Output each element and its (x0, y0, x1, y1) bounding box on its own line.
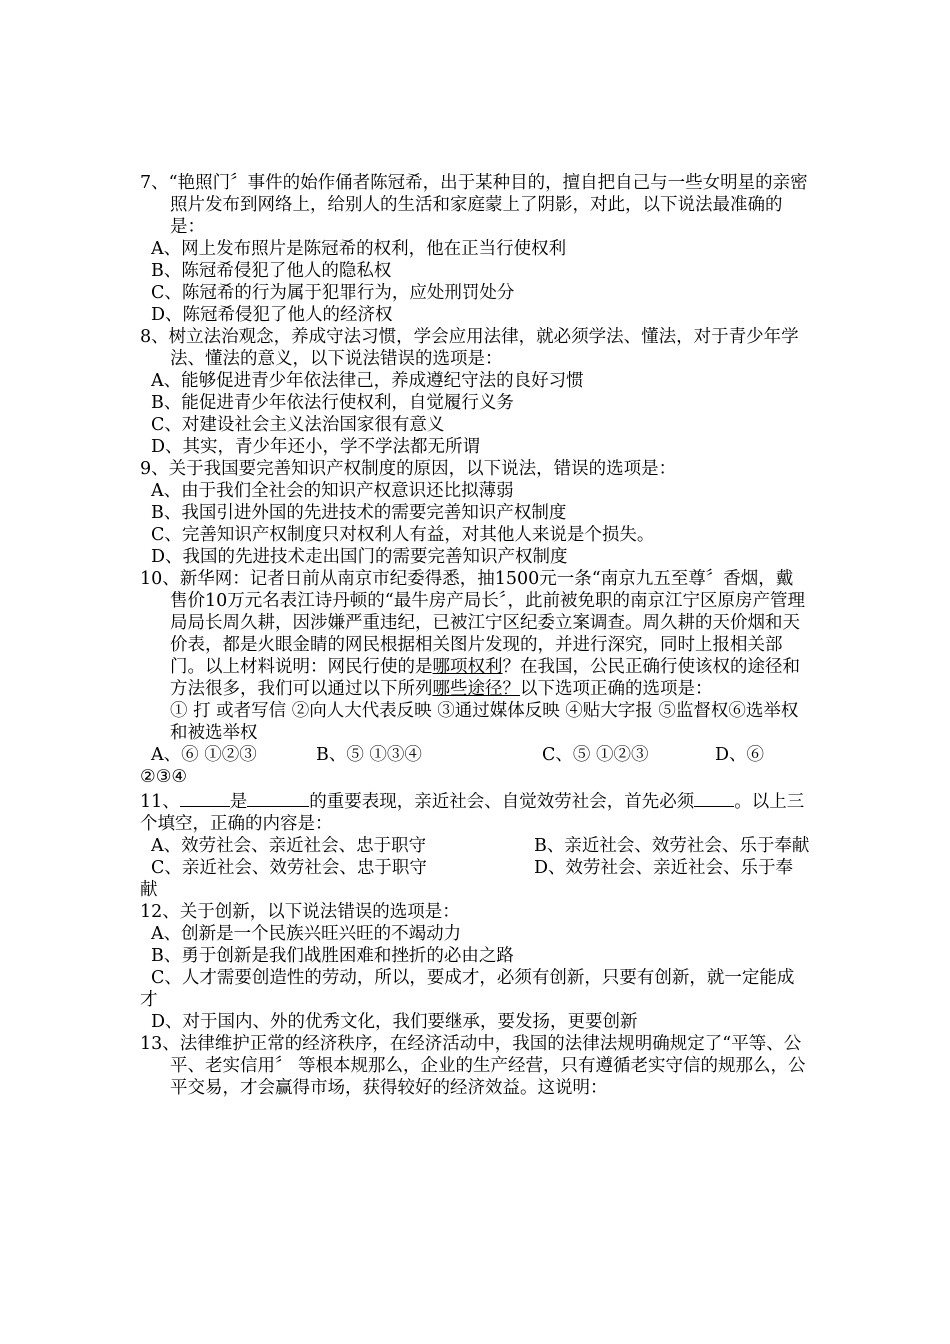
question-10-option-b: B、⑤ ①③④ (316, 745, 422, 765)
question-8-option-b: B、能促进青少年依法行使权利，自觉履行义务 (151, 393, 514, 413)
question-11-blank-2 (247, 789, 309, 807)
question-7-option-a: A、网上发布照片是陈冠希的权利，他在正当行使权利 (151, 239, 567, 259)
question-8-option-a: A、能够促进青少年依法律己，养成遵纪守法的良好习惯 (151, 371, 584, 391)
question-10-items: ① 打 或者写信 ②向人大代表反映 ③通过媒体反映 ④贴大字报 ⑤监督权⑥选举权和被选举权 (170, 701, 799, 743)
question-12-option-a: A、创新是一个民族兴旺兴旺的不竭动力 (151, 924, 462, 944)
question-8-stem: 8、树立法治观念，养成守法习惯，学会应用法律，就必须学法、懂法，对于青少年学法、懂法的意义，以下说法错误的选项是： (140, 327, 799, 369)
question-10-stem-part-c: 以下选项正确的选项是： (520, 679, 713, 699)
question-9-option-c: C、完善知识产权制度只对权利人有益，对其他人来说是个损失。 (151, 525, 655, 545)
question-10-underline-ways: 哪些途径？ (432, 679, 520, 699)
question-12-option-d: D、对于国内、外的优秀文化，我们要继承，要发扬，更要创新 (151, 1012, 638, 1032)
question-11-stem (140, 789, 810, 835)
question-7-stem: 7、“艳照门〞事件的始作俑者陈冠希，出于某种目的，擅自把自己与一些女明星的亲密照片发布到网络上，给别人的生活和家庭蒙上了阴影，对此，以下说法最准确的是： (140, 173, 808, 237)
question-11-stem-part-b: 是 (229, 792, 248, 812)
question-10-underline-rights: 哪项权利 (432, 657, 503, 677)
question-9-option-d: D、我国的先进技术走出国门的需要完善知识产权制度 (151, 547, 568, 567)
question-11-options-ab (140, 835, 810, 857)
question-11-stem-part-c: 的重要表现，亲近社会、自觉效劳社会，首先必须 (309, 792, 695, 812)
question-12-stem: 12、关于创新，以下说法错误的选项是： (140, 902, 460, 922)
question-7-option-c: C、陈冠希的行为属于犯罪行为，应处刑罚处分 (151, 283, 515, 303)
question-11-option-a: A、效劳社会、亲近社会、忠于职守 (151, 836, 427, 856)
question-10-option-a: A、⑥ ①②③ (151, 745, 257, 765)
question-10-options-row (140, 744, 810, 766)
question-12-option-c: C、人才需要创造性的劳动，所以，要成才，必须有创新，只要有创新，就一定能成才 (140, 968, 795, 1010)
question-8-option-d: D、其实，青少年还小，学不学法都无所谓 (151, 437, 481, 457)
question-10-option-c: C、⑤ ①②③ (542, 745, 649, 765)
question-11-option-b: B、亲近社会、效劳社会、乐于奉献 (534, 836, 810, 856)
question-10-stem-part-b: ？在我国，公民正确行使该权的途径和方法很多，我们可以通过以下所列 (170, 657, 800, 699)
question-10-option-d: D、⑥ (715, 745, 765, 765)
question-8-option-c: C、对建设社会主义法治国家很有意义 (151, 415, 445, 435)
question-7-option-b: B、陈冠希侵犯了他人的隐私权 (151, 261, 392, 281)
question-11-option-d: D、效劳社会、亲近社会、乐于奉献 (140, 858, 794, 900)
question-11-number: 11、 (140, 792, 180, 812)
question-11-option-c: C、亲近社会、效劳社会、忠于职守 (151, 858, 427, 878)
question-11-options-cd (140, 857, 810, 901)
question-11-blank-3 (694, 789, 734, 807)
question-10-stem (140, 568, 810, 700)
question-13-stem: 13、法律维护正常的经济秩序，在经济活动中，我国的法律法规明确规定了“平等、公平、老实信用〞 等根本规那么，企业的生产经营，只有遵循老实守信的规那么，公平交易，才会赢得市场，获得较好的经济效益。这说明： (140, 1034, 806, 1098)
question-7-option-d: D、陈冠希侵犯了他人的经济权 (151, 305, 393, 325)
question-10-stem-part-a: 10、新华网：记者日前从南京市纪委得悉，抽1500元一条“南京九五至尊〞香烟，戴售价10万元名表江诗丹顿的“最牛房产局长〞，此前被免职的南京江宁区原房产管理局局长周久耕，因涉嫌严重违纪，已被江宁区纪委立案调查。周久耕的天价烟和天价表，都是火眼金睛的网民根据相关图片发现的，并进行深究，同时上报相关部门。以上材料说明：网民行使的是 (140, 569, 805, 677)
question-12-option-b: B、勇于创新是我们战胜困难和挫折的必由之路 (151, 946, 514, 966)
question-10-option-d-wrap: ②③④ (140, 767, 188, 787)
question-11-blank-1 (180, 789, 230, 807)
question-9-option-b: B、我国引进外国的先进技术的需要完善知识产权制度 (151, 503, 567, 523)
question-11-stem-part-d: 。以上三个填空，正确的内容是： (140, 792, 805, 834)
question-9-option-a: A、由于我们全社会的知识产权意识还比拟薄弱 (151, 481, 514, 501)
question-9-stem: 9、关于我国要完善知识产权制度的原因，以下说法，错误的选项是： (140, 459, 677, 479)
exam-page (140, 172, 810, 1099)
